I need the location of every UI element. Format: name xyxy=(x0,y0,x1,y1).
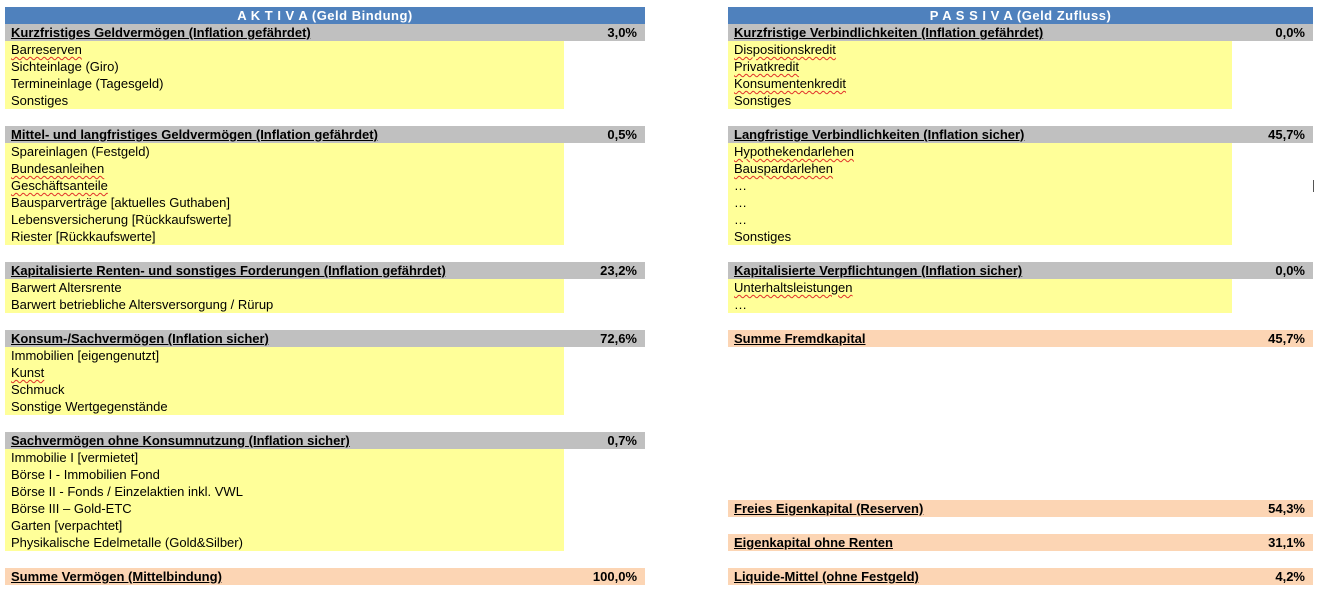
aktiva-items-konsum xyxy=(5,347,564,415)
aktiva-items-kurzfristig xyxy=(5,41,564,109)
list-item: … xyxy=(734,297,747,312)
list-item: Immobilie I [vermietet] xyxy=(11,450,139,465)
section-title: Sachvermögen ohne Konsumnutzung (Inflation sicher) xyxy=(11,433,350,448)
section-percent: 72,6% xyxy=(600,331,637,346)
section-title: Langfristige Verbindlichkeiten (Inflation sicher) xyxy=(734,127,1025,142)
section-percent: 0,0% xyxy=(1275,263,1305,278)
list-item: Spareinlagen (Festgeld) xyxy=(11,144,150,159)
section-percent: 0,0% xyxy=(1275,25,1305,40)
section-title: Mittel- und langfristiges Geldvermögen (Inflation gefährdet) xyxy=(11,127,378,142)
passiva-items-kurzfristig xyxy=(728,41,1232,109)
list-item: Sonstige Wertgegenstände xyxy=(11,399,168,414)
section-title: Kurzfristige Verbindlichkeiten (Inflation gefährdet) xyxy=(734,25,1044,40)
list-item: Termineinlage (Tagesgeld) xyxy=(11,76,164,91)
summe-title: Freies Eigenkapital (Reserven) xyxy=(734,501,924,516)
aktiva-summe-vermoegen xyxy=(5,568,645,585)
list-item: Dispositionskredit xyxy=(734,42,836,57)
list-item: … xyxy=(734,212,747,227)
list-item: Sonstiges xyxy=(734,93,792,108)
passiva-items-langfristig xyxy=(728,143,1232,245)
aktiva-items-renten xyxy=(5,279,564,313)
section-percent: 3,0% xyxy=(607,25,637,40)
list-item: Bundesanleihen xyxy=(11,161,105,176)
text-cursor xyxy=(1313,180,1314,192)
list-item: … xyxy=(734,178,747,193)
section-percent: 45,7% xyxy=(1268,127,1305,142)
list-item: Sonstiges xyxy=(11,93,69,108)
aktiva-section-renten xyxy=(5,262,645,279)
aktiva-header: A K T I V A (Geld Bindung) xyxy=(5,7,645,24)
section-title: Kurzfristiges Geldvermögen (Inflation gefährdet) xyxy=(11,25,311,40)
summe-percent: 54,3% xyxy=(1268,501,1305,516)
passiva-header: P A S S I V A (Geld Zufluss) xyxy=(728,7,1313,24)
list-item: Börse II - Fonds / Einzelaktien inkl. VWL xyxy=(11,484,243,499)
aktiva-section-kurzfristig xyxy=(5,24,645,41)
passiva-section-verpflichtungen xyxy=(728,262,1313,279)
list-item: Riester [Rückkaufswerte] xyxy=(11,229,156,244)
aktiva-items-sachvermoegen xyxy=(5,449,564,551)
list-item: Barreserven xyxy=(11,42,82,57)
section-title: Kapitalisierte Verpflichtungen (Inflation sicher) xyxy=(734,263,1023,278)
summe-percent: 31,1% xyxy=(1268,535,1305,550)
summe-percent: 45,7% xyxy=(1268,331,1305,346)
list-item: Sichteinlage (Giro) xyxy=(11,59,119,74)
list-item: Schmuck xyxy=(11,382,65,397)
passiva-freies-eigenkapital xyxy=(728,500,1313,517)
summe-percent: 100,0% xyxy=(592,569,637,584)
aktiva-section-sachvermoegen xyxy=(5,432,645,449)
passiva-items-verpflichtungen xyxy=(728,279,1232,313)
list-item: Garten [verpachtet] xyxy=(11,518,123,533)
section-percent: 0,7% xyxy=(607,433,637,448)
list-item: Immobilien [eigengenutzt] xyxy=(11,348,160,363)
section-title: Konsum-/Sachvermögen (Inflation sicher) xyxy=(11,331,269,346)
section-percent: 23,2% xyxy=(600,263,637,278)
section-percent: 0,5% xyxy=(607,127,637,142)
list-item: Geschäftsanteile xyxy=(11,178,108,193)
passiva-summe-fremdkapital xyxy=(728,330,1313,347)
summe-title: Eigenkapital ohne Renten xyxy=(734,535,893,550)
aktiva-section-konsum xyxy=(5,330,645,347)
summe-title: Summe Fremdkapital xyxy=(734,331,866,346)
summe-percent: 4,2% xyxy=(1275,569,1305,584)
list-item: Physikalische Edelmetalle (Gold&Silber) xyxy=(11,535,243,550)
list-item: Börse I - Immobilien Fond xyxy=(11,467,160,482)
section-title: Kapitalisierte Renten- und sonstiges Forderungen (Inflation gefährdet) xyxy=(11,263,446,278)
list-item: Sonstiges xyxy=(734,229,792,244)
list-item: Lebensversicherung [Rückkaufswerte] xyxy=(11,212,232,227)
passiva-section-kurzfristig xyxy=(728,24,1313,41)
aktiva-section-mittelfristig xyxy=(5,126,645,143)
aktiva-items-mittelfristig xyxy=(5,143,564,245)
summe-title: Liquide-Mittel (ohne Festgeld) xyxy=(734,569,919,584)
summe-title: Summe Vermögen (Mittelbindung) xyxy=(11,569,222,584)
passiva-eigenkapital-ohne-renten xyxy=(728,534,1313,551)
list-item: Privatkredit xyxy=(734,59,800,74)
list-item: Kunst xyxy=(11,365,45,380)
list-item: Bauspardarlehen xyxy=(734,161,834,176)
list-item: Barwert betriebliche Altersversorgung / Rürup xyxy=(11,297,274,312)
list-item: Bausparverträge [aktuelles Guthaben] xyxy=(11,195,230,210)
list-item: Konsumentenkredit xyxy=(734,76,847,91)
list-item: Unterhaltsleistungen xyxy=(734,280,853,295)
list-item: … xyxy=(734,195,747,210)
list-item: Börse III – Gold-ETC xyxy=(11,501,132,516)
list-item: Barwert Altersrente xyxy=(11,280,122,295)
list-item: Hypothekendarlehen xyxy=(734,144,854,159)
passiva-liquide-mittel xyxy=(728,568,1313,585)
passiva-section-langfristig xyxy=(728,126,1313,143)
